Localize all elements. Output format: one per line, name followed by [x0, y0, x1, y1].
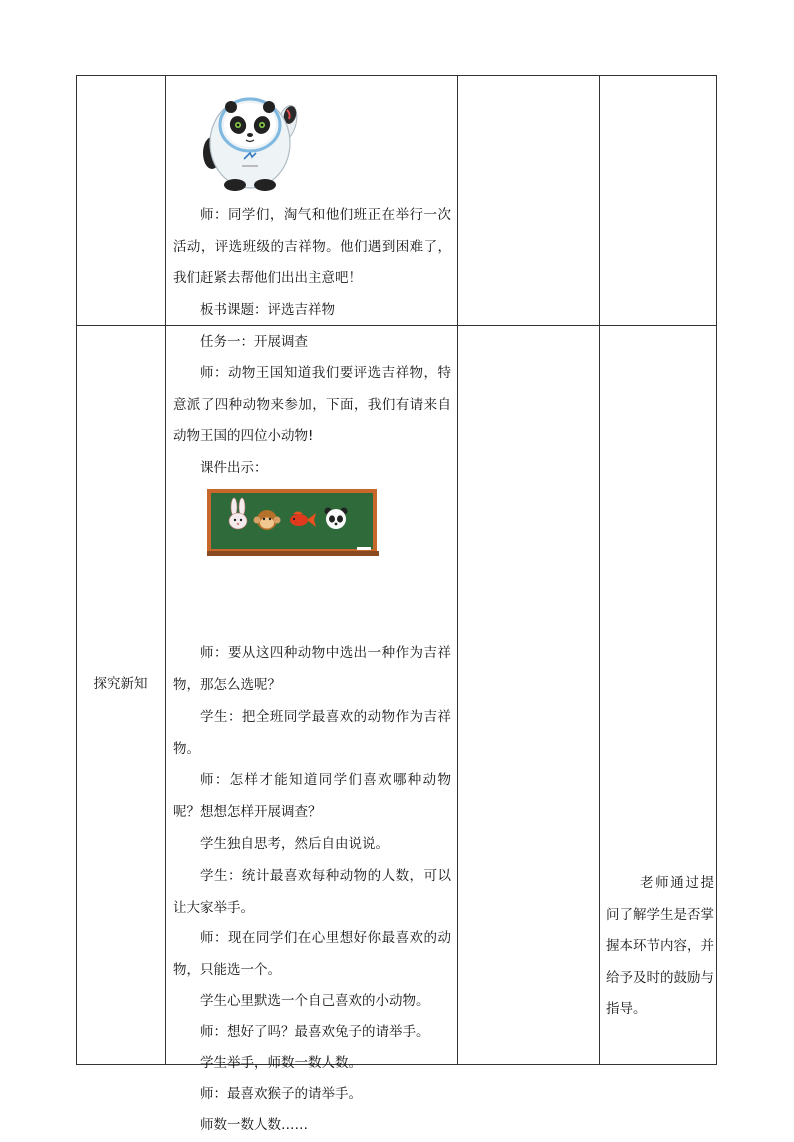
col-border-right [716, 75, 717, 1065]
section-label: 探究新知 [93, 676, 148, 692]
blackboard-animals-image [207, 489, 379, 557]
task-heading: 任务一：开展调查 [200, 334, 308, 350]
row2-paragraph: 课件出示： [200, 460, 268, 476]
row1-content-cell [165, 75, 457, 325]
row2-paragraph: 学生：把全班同学最喜欢的动物作为吉祥物。 [173, 709, 451, 757]
row2-paragraph: 师：最喜欢猴子的请举手。 [200, 1086, 362, 1102]
row2-paragraph: 师：动物王国知道我们要评选吉祥物，特意派了四种动物来参加，下面，我们有请来自动物王国的四位小动物! [173, 365, 451, 444]
teaching-notes: 老师通过提问了解学生是否掌握本环节内容，并给予及时的鼓励与指导。 [606, 875, 714, 1017]
row2-paragraph: 师：现在同学们在心里想好你最喜欢的动物，只能选一个。 [173, 930, 451, 978]
row2-paragraph: 学生：统计最喜欢每种动物的人数，可以让大家举手。 [173, 868, 451, 916]
row2-paragraph: 师：要从这四种动物中选出一种作为吉祥物，那怎么选呢？ [173, 645, 451, 693]
row2-paragraph: 师：怎样才能知道同学们喜欢哪种动物呢？想想怎样开展调查？ [173, 772, 451, 820]
col-border-3 [599, 75, 600, 1065]
row2-paragraph: 学生独自思考，然后自由说说。 [200, 836, 389, 852]
panda-mascot-image [195, 85, 305, 191]
col-border-2 [457, 75, 458, 1065]
row2-paragraph: 师数一数人数…… [200, 1117, 308, 1133]
row2-paragraph: 学生举手，师数一数人数。 [200, 1055, 362, 1071]
col-border-left [76, 75, 77, 1065]
row1-paragraph: 板书课题：评选吉祥物 [200, 302, 335, 318]
row2-content-cell [165, 325, 457, 1133]
lesson-table [76, 75, 717, 1133]
row2-paragraph: 学生心里默选一个自己喜欢的小动物。 [200, 993, 430, 1009]
row1-paragraph: 师：同学们，淘气和他们班正在举行一次活动，评选班级的吉祥物。他们遇到困难了，我们赶紧去帮他们出出主意吧！ [173, 207, 451, 286]
row2-paragraph: 师：想好了吗？最喜欢兔子的请举手。 [200, 1024, 430, 1040]
